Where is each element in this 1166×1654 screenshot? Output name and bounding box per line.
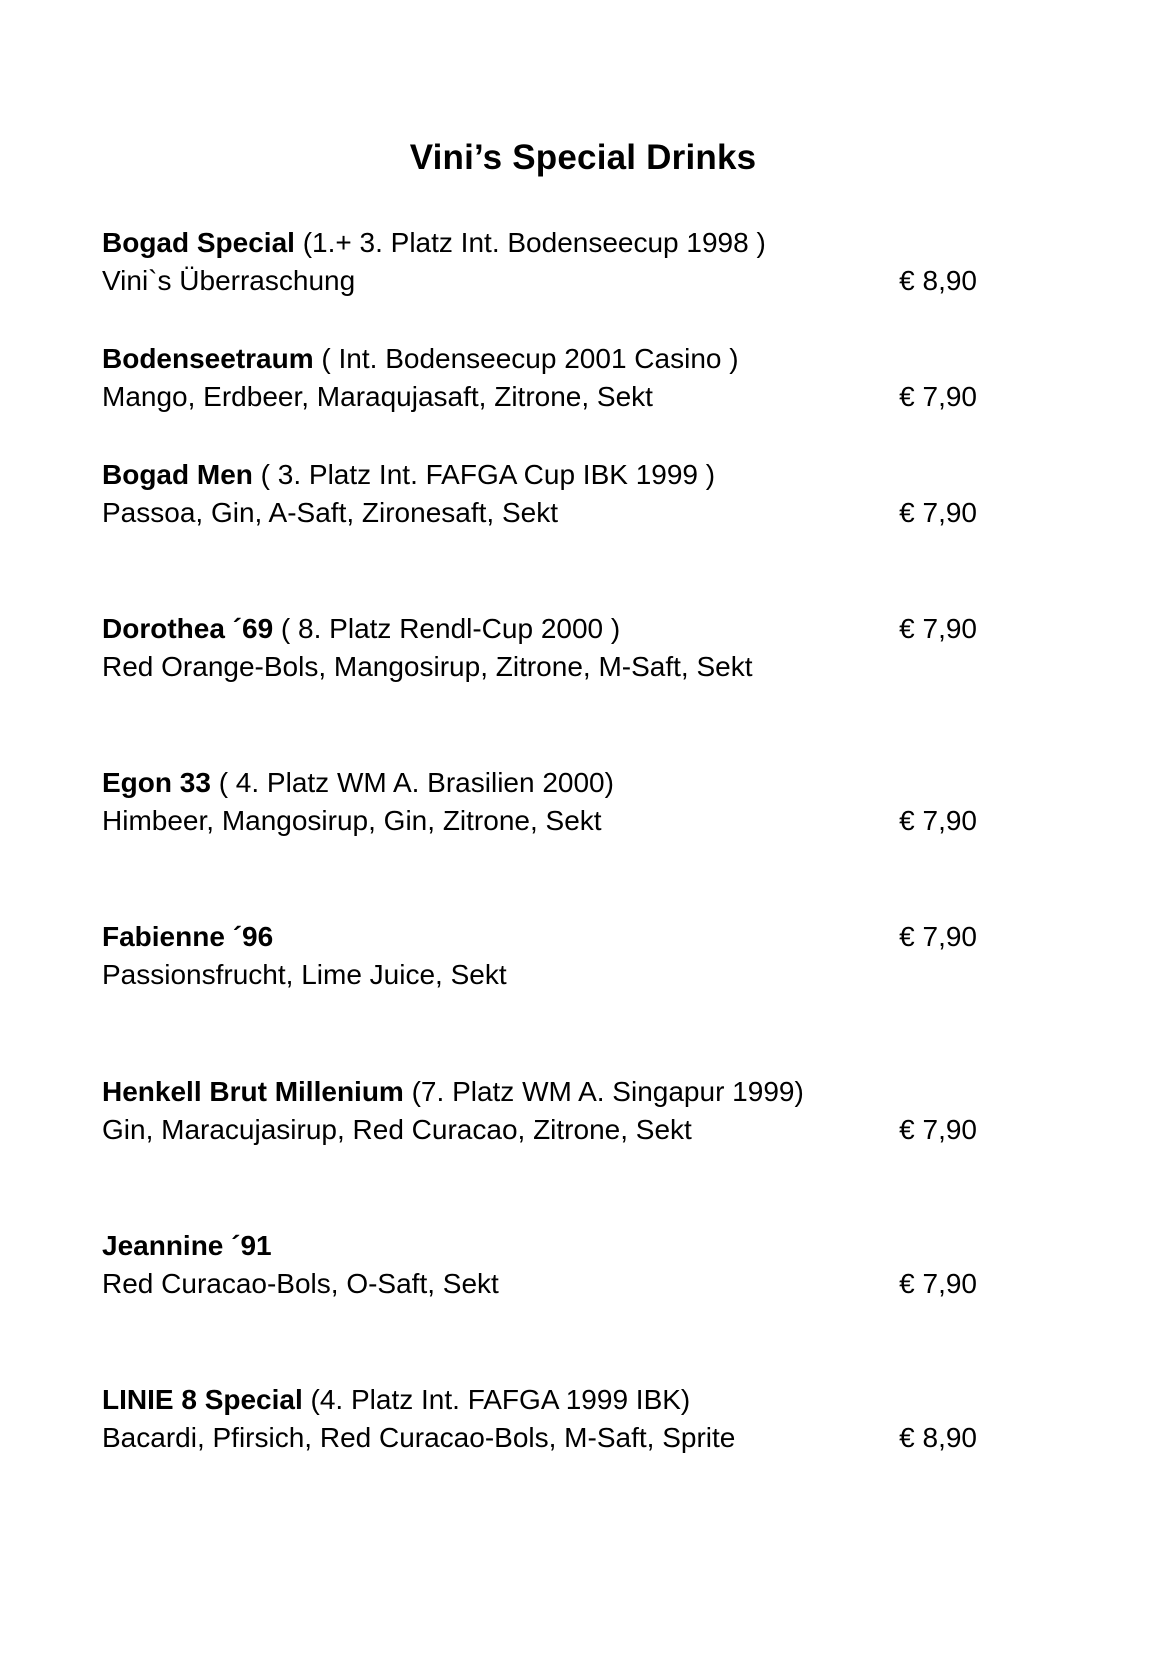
drink-ingredients: Passoa, Gin, A-Saft, Zironesaft, Sekt [102,497,558,528]
drink-header [102,1381,977,1419]
drink-award: ( Int. Bodenseecup 2001 Casino ) [313,343,739,374]
drink-details [102,494,977,532]
drink-details [102,262,977,300]
drink-award: (4. Platz Int. FAFGA 1999 IBK) [302,1384,691,1415]
drink-name: Jeannine ´91 [102,1230,272,1261]
drink-price: € 7,90 [899,805,977,836]
drink-details [102,802,977,840]
drink-name: Henkell Brut Millenium [102,1076,404,1107]
drink-award: ( 3. Platz Int. FAFGA Cup IBK 1999 ) [252,459,716,490]
drink-price: € 7,90 [899,1114,977,1145]
drink-name: Dorothea ´69 [102,613,274,644]
drink-header [102,610,977,648]
drink-header [102,1073,977,1111]
drink-name: Bogad Special [102,227,295,258]
drink-award: (1.+ 3. Platz Int. Bodenseecup 1998 ) [294,227,766,258]
drink-name: Bodenseetraum [102,343,314,374]
page-title: Vini’s Special Drinks [409,138,757,177]
drink-award: (7. Platz WM A. Singapur 1999) [403,1076,804,1107]
drink-item [102,340,977,416]
drink-header [102,456,977,494]
drink-ingredients: Passionsfrucht, Lime Juice, Sekt [102,959,507,990]
drink-ingredients: Bacardi, Pfirsich, Red Curacao-Bols, M-Saft, Sprite [102,1422,736,1453]
drink-award: ( 8. Platz Rendl-Cup 2000 ) [273,613,621,644]
drink-item [102,1227,977,1303]
drink-header [102,224,977,262]
drink-header [102,918,977,956]
drink-ingredients: Red Curacao-Bols, O-Saft, Sekt [102,1268,499,1299]
drink-details [102,648,977,686]
drink-details [102,956,977,994]
drink-price: € 7,90 [899,497,977,528]
drink-price: € 7,90 [899,613,977,644]
drink-price: € 7,90 [899,921,977,952]
drink-item [102,764,977,840]
drink-ingredients: Gin, Maracujasirup, Red Curacao, Zitrone, Sekt [102,1114,692,1145]
drink-details [102,378,977,416]
drink-details [102,1265,977,1303]
drink-ingredients: Himbeer, Mangosirup, Gin, Zitrone, Sekt [102,805,602,836]
drink-item [102,1073,977,1149]
drink-item [102,918,977,994]
drink-details [102,1111,977,1149]
drink-ingredients: Vini`s Überraschung [102,265,356,296]
drink-item [102,224,977,300]
drink-header [102,340,977,378]
drink-name: Fabienne ´96 [102,921,274,952]
drink-header [102,764,977,802]
drink-price: € 7,90 [899,381,977,412]
drink-name: LINIE 8 Special [102,1384,303,1415]
drink-price: € 8,90 [899,265,977,296]
drink-item [102,610,977,686]
drink-header [102,1227,977,1265]
drink-ingredients: Red Orange-Bols, Mangosirup, Zitrone, M-Saft, Sekt [102,651,753,682]
drink-price: € 7,90 [899,1268,977,1299]
drink-ingredients: Mango, Erdbeer, Maraqujasaft, Zitrone, Sekt [102,381,653,412]
drink-details [102,1419,977,1457]
drink-item [102,1381,977,1457]
drink-name: Bogad Men [102,459,253,490]
drink-item [102,456,977,532]
drink-award: ( 4. Platz WM A. Brasilien 2000) [210,767,614,798]
drink-price: € 8,90 [899,1422,977,1453]
drink-name: Egon 33 [102,767,211,798]
